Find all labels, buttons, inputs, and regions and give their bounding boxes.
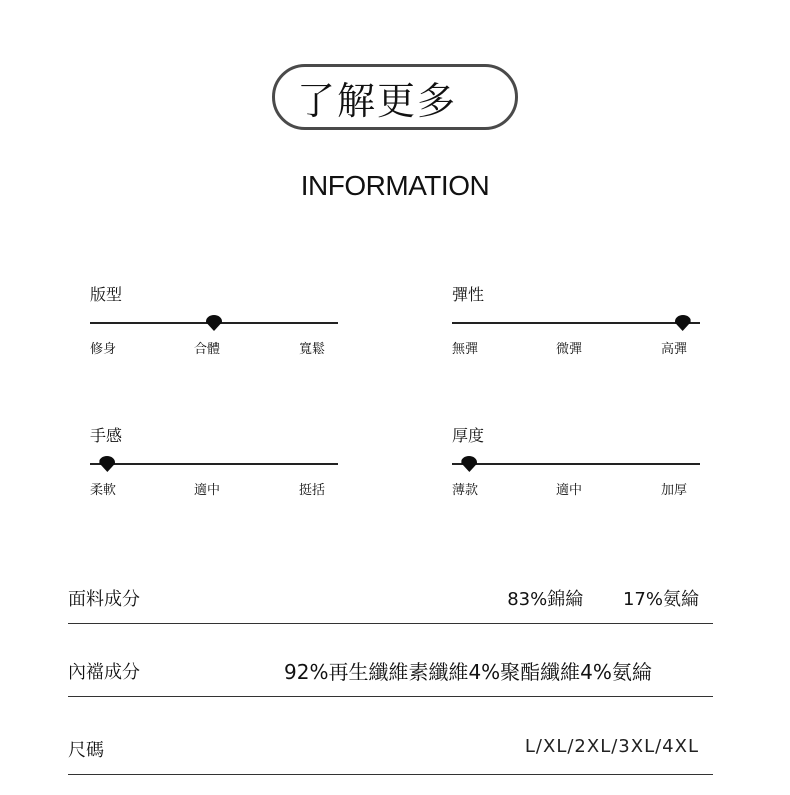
scale-label: 厚度 — [452, 426, 485, 445]
tick-low: 薄款 — [452, 483, 479, 498]
learn-more-text: 了解更多 — [296, 78, 457, 123]
scale-label: 手感 — [90, 426, 123, 445]
spec-row-fabric — [68, 575, 713, 624]
scale-thickness — [452, 423, 712, 513]
tick-mid: 微彈 — [556, 342, 583, 357]
spec-value: L/XL/2XL/3XL/4XL — [524, 736, 699, 757]
scale-line — [452, 463, 700, 465]
learn-more-pill — [272, 64, 518, 130]
scale-label: 彈性 — [452, 285, 485, 304]
scale-elasticity — [452, 282, 712, 372]
fabric-component: 83%錦綸 — [507, 589, 584, 610]
fabric-component: 17%氨綸 — [622, 589, 699, 610]
spec-value: 92%再生纖維素纖維4%聚酯纖維4%氨綸 — [284, 660, 652, 684]
information-title: INFORMATION — [300, 170, 490, 201]
scale-line — [90, 463, 338, 465]
tick-mid: 適中 — [556, 483, 583, 498]
scale-fit — [90, 282, 350, 372]
tick-high: 加厚 — [661, 483, 688, 498]
tick-low: 修身 — [90, 342, 117, 357]
scale-label: 版型 — [90, 285, 123, 304]
tick-mid: 適中 — [194, 483, 221, 498]
tick-mid: 合體 — [194, 342, 221, 357]
tick-low: 柔軟 — [90, 483, 117, 498]
spec-label: 尺碼 — [68, 740, 104, 761]
tick-high: 寬鬆 — [299, 342, 326, 357]
spec-value — [473, 585, 699, 611]
spec-label: 內襠成分 — [68, 662, 140, 683]
tick-low: 無彈 — [452, 342, 479, 357]
spec-label: 面料成分 — [68, 589, 140, 610]
tick-high: 挺括 — [299, 483, 326, 498]
spec-row-size — [68, 726, 713, 775]
spec-row-lining — [68, 648, 713, 697]
scale-hand-feel — [90, 423, 350, 513]
tick-high: 高彈 — [661, 342, 688, 357]
scale-line — [452, 322, 700, 324]
